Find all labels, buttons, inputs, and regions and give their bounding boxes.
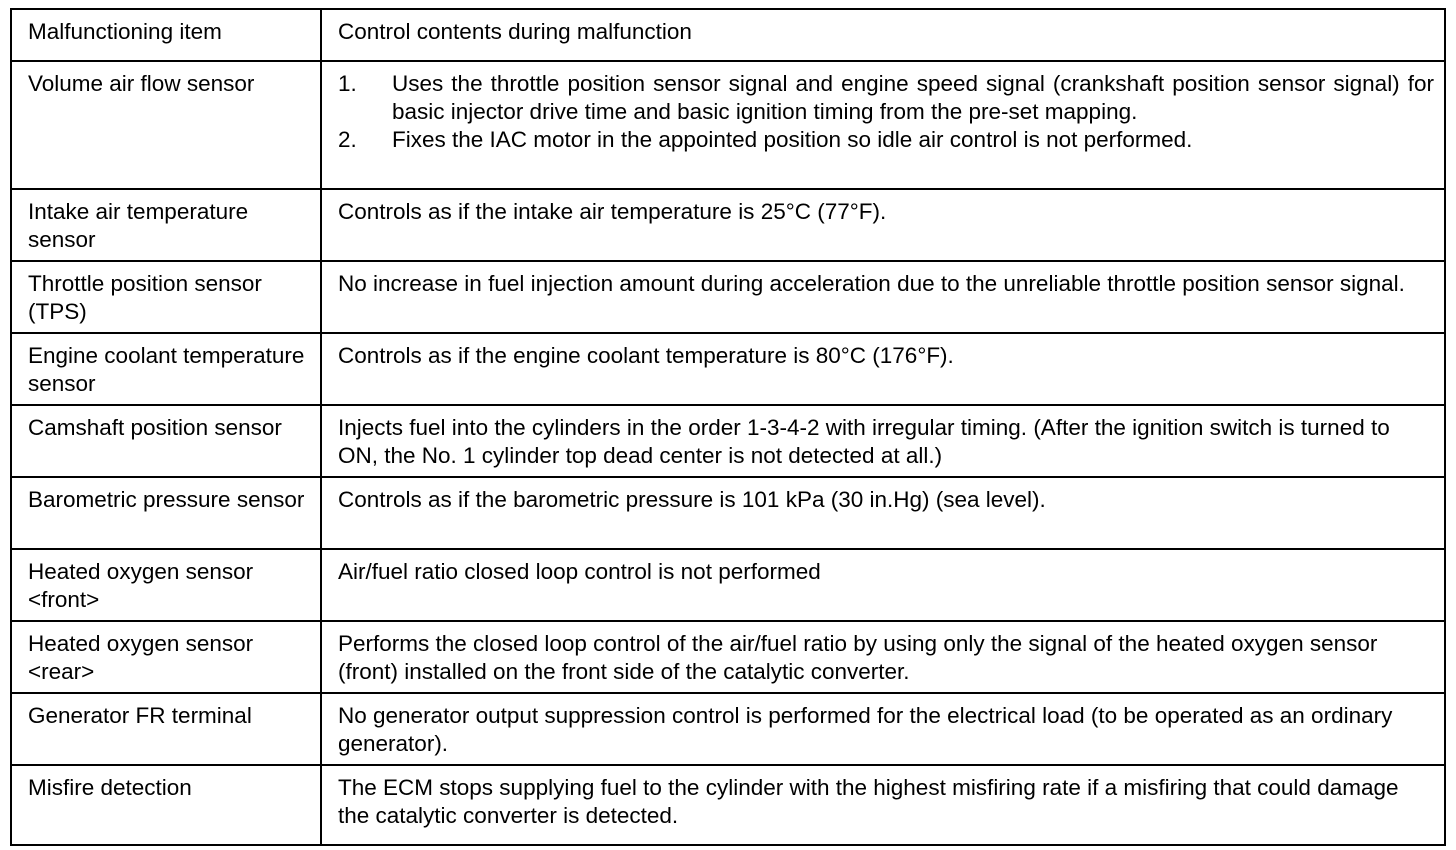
control-cell-engine-coolant-temperature-sensor: Controls as if the engine coolant temperature is 80°C (176°F).: [321, 333, 1445, 405]
control-step: [338, 70, 1434, 126]
table-header-row: [11, 9, 1445, 61]
item-cell-heated-oxygen-sensor-front: Heated oxygen sensor <front>: [11, 549, 321, 621]
table-row: [11, 765, 1445, 845]
control-cell-camshaft-position-sensor: Injects fuel into the cylinders in the order 1-3-4-2 with irregular timing. (After the ignition switch is turned to ON, the No. 1 cylinder top dead center is not detected at all.): [321, 405, 1445, 477]
header-malfunctioning-item: Malfunctioning item: [11, 9, 321, 61]
item-cell-volume-air-flow-sensor: Volume air flow sensor: [11, 61, 321, 189]
item-cell-barometric-pressure-sensor: Barometric pressure sensor: [11, 477, 321, 549]
step-text: Uses the throttle position sensor signal and engine speed signal (crankshaft position sensor signal) for basic injector drive time and basic ignition timing from the pre-set mapping.: [392, 71, 1434, 124]
control-cell-throttle-position-sensor: No increase in fuel injection amount during acceleration due to the unreliable throttle position sensor signal.: [321, 261, 1445, 333]
item-cell-generator-fr-terminal: Generator FR terminal: [11, 693, 321, 765]
table-row: [11, 61, 1445, 189]
step-text: Fixes the IAC motor in the appointed position so idle air control is not performed.: [392, 127, 1193, 152]
table-row: [11, 405, 1445, 477]
table-row: [11, 261, 1445, 333]
table-row: [11, 477, 1445, 549]
table-row: [11, 693, 1445, 765]
control-cell-heated-oxygen-sensor-rear: Performs the closed loop control of the air/fuel ratio by using only the signal of the heated oxygen sensor (front) installed on the front side of the catalytic converter.: [321, 621, 1445, 693]
control-cell-barometric-pressure-sensor: Controls as if the barometric pressure is 101 kPa (30 in.Hg) (sea level).: [321, 477, 1445, 549]
control-cell-misfire-detection: The ECM stops supplying fuel to the cylinder with the highest misfiring rate if a misfiring that could damage the catalytic converter is detected.: [321, 765, 1445, 845]
control-cell-intake-air-temperature-sensor: Controls as if the intake air temperature is 25°C (77°F).: [321, 189, 1445, 261]
header-control-contents: Control contents during malfunction: [321, 9, 1445, 61]
control-step: [338, 126, 1434, 154]
item-cell-camshaft-position-sensor: Camshaft position sensor: [11, 405, 321, 477]
step-number: 2.: [338, 127, 357, 152]
control-cell-heated-oxygen-sensor-front: Air/fuel ratio closed loop control is not performed: [321, 549, 1445, 621]
control-steps-list: [338, 70, 1434, 154]
table-row: [11, 333, 1445, 405]
table-row: [11, 621, 1445, 693]
table-row: [11, 549, 1445, 621]
control-cell-volume-air-flow-sensor: [321, 61, 1445, 189]
item-cell-misfire-detection: Misfire detection: [11, 765, 321, 845]
malfunction-control-table: [10, 8, 1446, 846]
control-cell-generator-fr-terminal: No generator output suppression control is performed for the electrical load (to be operated as an ordinary generator).: [321, 693, 1445, 765]
item-cell-engine-coolant-temperature-sensor: Engine coolant temperature sensor: [11, 333, 321, 405]
item-cell-heated-oxygen-sensor-rear: Heated oxygen sensor <rear>: [11, 621, 321, 693]
table-row: [11, 189, 1445, 261]
item-cell-throttle-position-sensor: Throttle position sensor (TPS): [11, 261, 321, 333]
item-cell-intake-air-temperature-sensor: Intake air temperature sensor: [11, 189, 321, 261]
step-number: 1.: [338, 71, 357, 96]
